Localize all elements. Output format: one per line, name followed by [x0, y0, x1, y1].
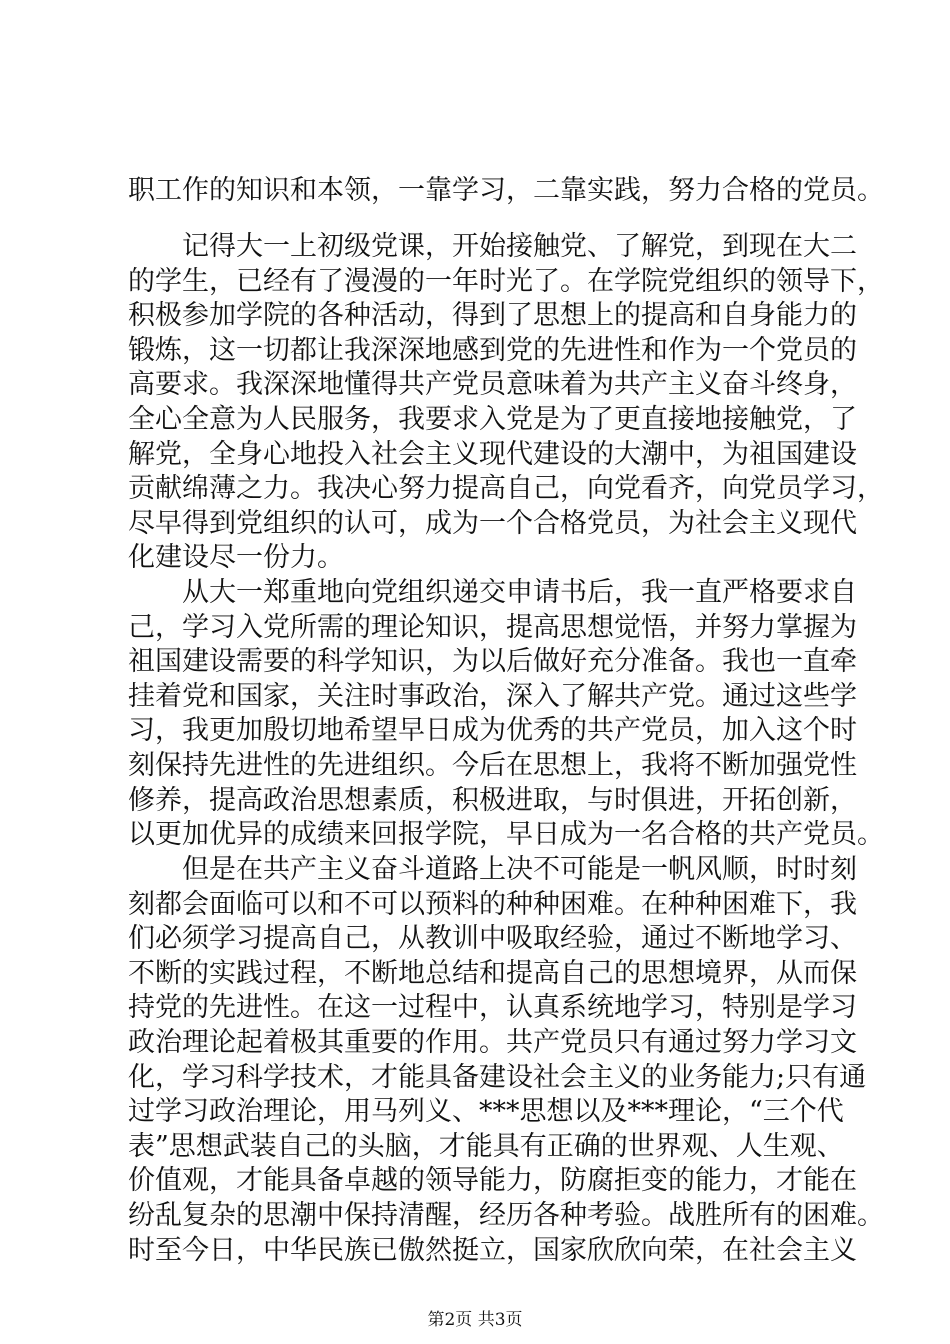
text-line: 积极参加学院的各种活动，得到了思想上的提高和自身能力的 [128, 300, 857, 332]
text-line: 政治理论起着极其重要的作用。共产党员只有通过努力学习文 [128, 1026, 857, 1058]
text-line: 尽早得到党组织的认可，成为一个合格党员，为社会主义现代 [128, 507, 857, 539]
text-line: 化，学习科学技术，才能具备建设社会主义的业务能力;只有通 [128, 1061, 867, 1093]
text-line: 刻保持先进性的先进组织。今后在思想上，我将不断加强党性 [128, 749, 857, 781]
text-line: 锻炼，这一切都让我深深地感到党的先进性和作为一个党员的 [128, 334, 857, 366]
text-line: 不断的实践过程，不断地总结和提高自己的思想境界，从而保 [128, 957, 857, 989]
text-line: 己，学习入党所需的理论知识，提高思想觉悟，并努力掌握为 [128, 611, 857, 643]
text-line: 们必须学习提高自己，从教训中吸取经验，通过不断地学习、 [128, 923, 857, 955]
paragraph-2 [128, 576, 884, 853]
text-line: 纷乱复杂的思潮中保持清醒，经历各种考验。战胜所有的困难。 [128, 1199, 884, 1231]
text-line: 的学生，已经有了漫漫的一年时光了。在学院党组织的领导下， [128, 265, 884, 297]
page-number-footer: 第2页 共3页 [427, 1310, 523, 1330]
text-line: 全心全意为人民服务，我要求入党是为了更直接地接触党，了 [128, 403, 857, 435]
text-line: 记得大一上初级党课，开始接触党、了解党，到现在大二 [128, 231, 857, 262]
text-line: 持党的先进性。在这一过程中，认真系统地学习，特别是学习 [128, 992, 857, 1024]
text-line: 表”思想武装自己的头脑，才能具有正确的世界观、人生观、 [128, 1130, 844, 1162]
text-line: 过学习政治理论，用马列义、***思想以及***理论，“三个代 [128, 1096, 844, 1128]
paragraph-1 [128, 230, 884, 576]
text-line: 解党，全身心地投入社会主义现代建设的大潮中，为祖国建设 [128, 438, 857, 470]
paragraph-3 [128, 853, 884, 1268]
text-line: 化建设尽一份力。 [128, 542, 344, 574]
text-line: 挂着党和国家，关注时事政治，深入了解共产党。通过这些学 [128, 680, 857, 712]
text-line: 修养，提高政治思想素质，积极进取，与时俱进，开拓创新， [128, 784, 857, 816]
paragraph-0 [128, 174, 884, 209]
text-line: 时至今日，中华民族已傲然挺立，国家欣欣向荣，在社会主义 [128, 1234, 857, 1266]
text-line: 刻都会面临可以和不可以预料的种种困难。在种种困难下，我 [128, 888, 857, 920]
text-line: 习，我更加殷切地希望早日成为优秀的共产党员，加入这个时 [128, 715, 857, 747]
text-line: 贡献绵薄之力。我决心努力提高自己，向党看齐，向党员学习， [128, 473, 884, 505]
text-line: 价值观，才能具备卓越的领导能力，防腐拒变的能力，才能在 [128, 1165, 857, 1197]
text-line: 但是在共产主义奋斗道路上决不可能是一帆风顺，时时刻 [128, 854, 857, 885]
text-line: 从大一郑重地向党组织递交申请书后，我一直严格要求自 [128, 577, 857, 608]
text-line: 职工作的知识和本领，一靠学习，二靠实践，努力合格的党员。 [128, 175, 884, 206]
text-line: 高要求。我深深地懂得共产党员意味着为共产主义奋斗终身， [128, 369, 857, 401]
text-line: 祖国建设需要的科学知识，为以后做好充分准备。我也一直牵 [128, 646, 857, 678]
text-line: 以更加优异的成绩来回报学院，早日成为一名合格的共产党员。 [128, 819, 884, 851]
